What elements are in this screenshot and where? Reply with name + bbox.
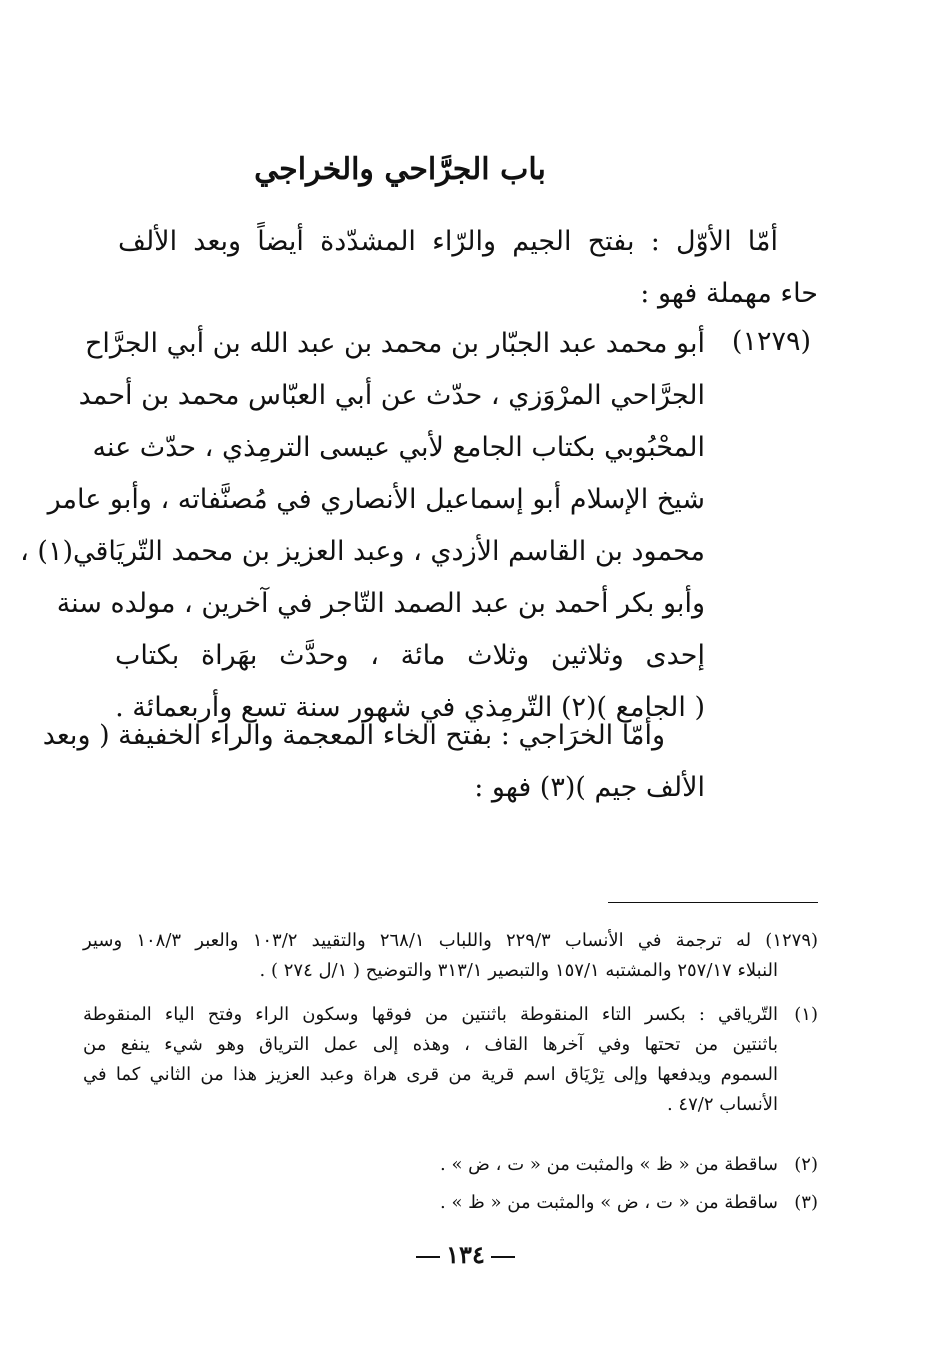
footnote-text: التّرياقي : بكسر التاء المنقوطة باثنتين من فوقها وسكون الراء وفتح الياء المنقوطة <box>83 1004 778 1025</box>
dash-right <box>416 1256 440 1258</box>
footnote-line: الأنساب ٤٧/٢ . <box>666 1094 778 1115</box>
footnote-line: باثنتين من تحتها وفي آخرها القاف ، وهذه إلى عمل الترياق وهو شيء ينفع من <box>83 1034 778 1055</box>
entry-number: (١٢٧٩) <box>731 326 811 357</box>
page-number-text: ١٣٤ <box>446 1240 485 1269</box>
text-line: أمّا الأوّل : بفتح الجيم والرّاء المشدّدة أيضاً وبعد الألف <box>118 226 778 257</box>
footnote-line: النبلاء ٢٥٧/١٧ والمشتبه ١٥٧/١ والتبصير ٣١٣/١ والتوضيح ( ١/ل ٢٧٤ ) . <box>259 960 778 981</box>
page-number <box>0 1240 931 1269</box>
footnote-1 <box>83 1000 818 1120</box>
text-line: شيخ الإسلام أبو إسماعيل الأنصاري في مُصنَّفاته ، وأبو عامر <box>47 484 705 515</box>
text-line: ( الجامع )(٢) التّرمِذي في شهور سنة تسع وأربعمائة . <box>115 692 705 723</box>
footnote-entry-1279 <box>83 926 818 986</box>
closing-paragraph <box>42 710 705 814</box>
text-line: وأمّا الخرَاجي : بفتح الخاء المعجمة والراء الخفيفة ( وبعد <box>42 720 665 751</box>
text-line: محمود بن القاسم الأزدي ، وعبد العزيز بن محمد التّريَاقي(١) ، <box>20 536 705 567</box>
text-line: الألف جيم )(٣) فهو : <box>474 772 705 803</box>
intro-paragraph <box>118 216 818 320</box>
footnote-line <box>83 1188 818 1218</box>
text-line: المحْبُوبي بكتاب الجامع لأبي عيسى الترمِذي ، حدّث عنه <box>92 432 705 463</box>
footnote-number: (٢) <box>794 1154 818 1175</box>
text-line: أبو محمد عبد الجبّار بن محمد بن عبد الله بن أبي الجرَّاح <box>85 328 705 359</box>
footnote-text: ساقطة من « ت ، ض » والمثبت من « ظ » . <box>440 1192 778 1213</box>
text-line: الجرَّاحي المرْوَزي ، حدّث عن أبي العبّاس محمد بن أحمد <box>78 380 705 411</box>
text-line: إحدى وثلاثين وثلاث مائة ، وحدَّث بهَراة بكتاب <box>115 640 705 671</box>
entry-paragraph <box>20 318 705 734</box>
footnote-line: السموم ويدفعها وإلى تِرْيَاق اسم قرية من قرى هراة وعبد العزيز هذا من الثاني كما في <box>83 1064 778 1085</box>
footnote-line <box>83 1000 818 1030</box>
dash-left <box>491 1256 515 1258</box>
footnote-number: (٣) <box>794 1192 818 1213</box>
footnote-line: (١٢٧٩) له ترجمة في الأنساب ٢٢٩/٣ واللباب ٢٦٨/١ والتقييد ١٠٣/٢ والعبر ١٠٨/٣ وسير <box>83 930 819 951</box>
footnote-line <box>83 1150 818 1180</box>
footnote-text: ساقطة من « ظ » والمثبت من « ت ، ض » . <box>440 1154 778 1175</box>
footnote-separator <box>608 902 818 903</box>
footnote-number: (١) <box>794 1004 818 1025</box>
footnote-2 <box>83 1150 818 1180</box>
chapter-title: باب الجرَّاحي والخراجي <box>254 152 546 187</box>
footnote-3 <box>83 1188 818 1218</box>
text-line: حاء مهملة فهو : <box>640 278 818 309</box>
text-line: وأبو بكر أحمد بن عبد الصمد التّاجر في آخرين ، مولده سنة <box>56 588 705 619</box>
